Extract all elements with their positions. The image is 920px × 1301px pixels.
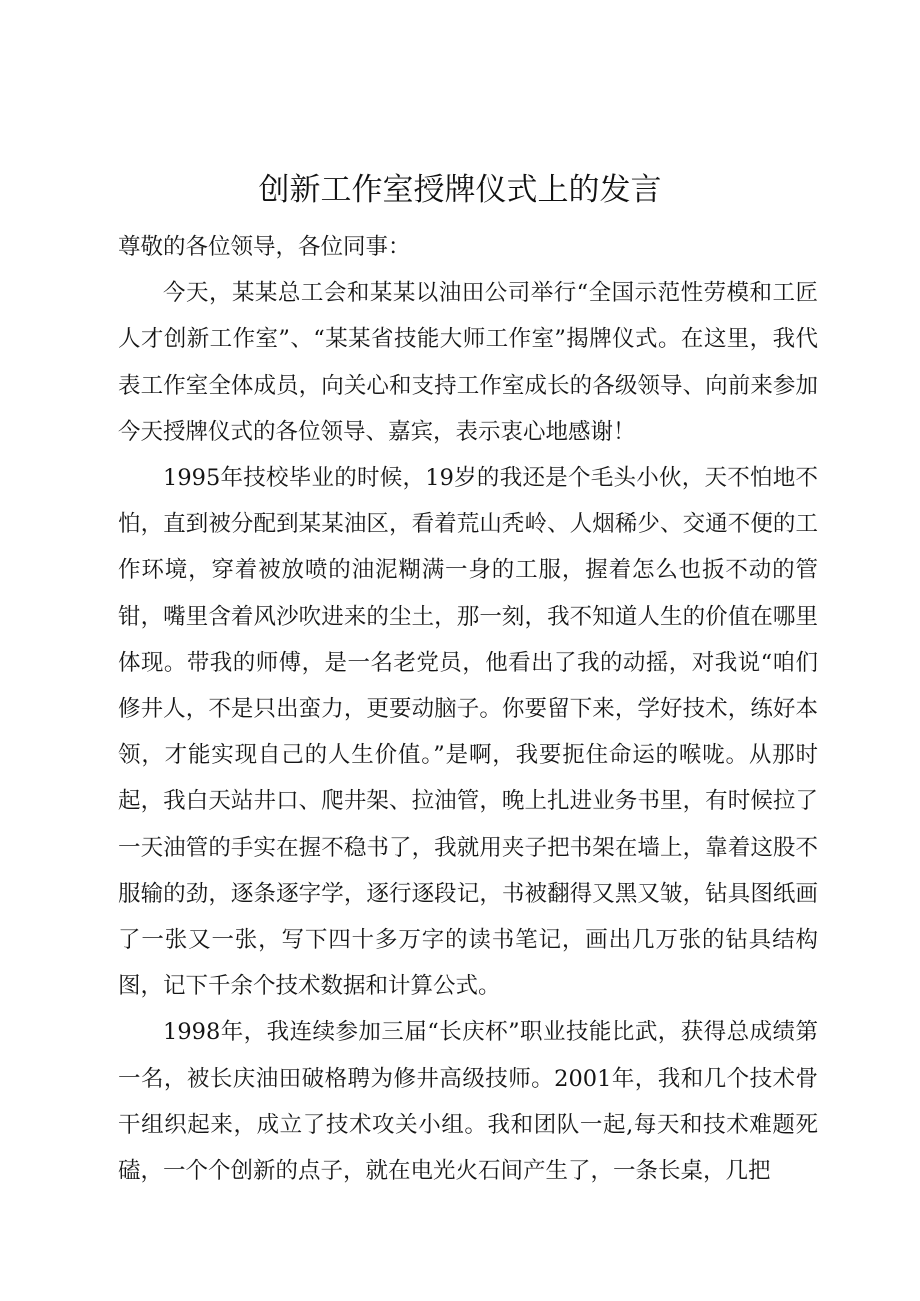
document-body	[118, 224, 818, 1194]
paragraph-1: 今天，某某总工会和某某以油田公司举行“全国示范性劳模和工匠人才创新工作室”、“某某省技能大师工作室”揭牌仪式。在这里，我代表工作室全体成员，向关心和支持工作室成长的各级领导、向前来参加今天授牌仪式的各位领导、嘉宾，表示衷心地感谢！	[118, 280, 818, 445]
paragraph-2: 1995年技校毕业的时候，19岁的我还是个毛头小伙，天不怕地不怕，直到被分配到某某油区，看着荒山秃岭、人烟稀少、交通不便的工作环境，穿着被放喷的油泥糊满一身的工服，握着怎么也扳不动的管钳，嘴里含着风沙吹进来的尘土，那一刻，我不知道人生的价值在哪里体现。带我的师傅，是一名老党员，他看出了我的动摇，对我说“咱们修井人，不是只出蛮力，更要动脑子。你要留下来，学好技术，练好本领，才能实现自己的人生价值。”是啊，我要扼住命运的喉咙。从那时起，我白天站井口、爬井架、拉油管，晚上扎进业务书里，有时候拉了一天油管的手实在握不稳书了，我就用夹子把书架在墙上，靠着这股不服输的劲，逐条逐字学，逐行逐段记，书被翻得又黑又皱，钻具图纸画了一张又一张，写下四十多万字的读书笔记，画出几万张的钻具结构图，记下千余个技术数据和计算公式。	[118, 465, 818, 1000]
document-title: 创新工作室授牌仪式上的发言	[258, 172, 662, 208]
paragraph-3: 1998年，我连续参加三届“长庆杯”职业技能比武，获得总成绩第一名，被长庆油田破格聘为修井高级技师。2001年，我和几个技术骨干组织起来，成立了技术攻关小组。我和团队一起,每天和技术难题死磕，一个个创新的点子，就在电光火石间产生了，一条长桌，几把	[118, 1019, 818, 1185]
salutation: 尊敬的各位领导，各位同事：	[118, 234, 411, 260]
